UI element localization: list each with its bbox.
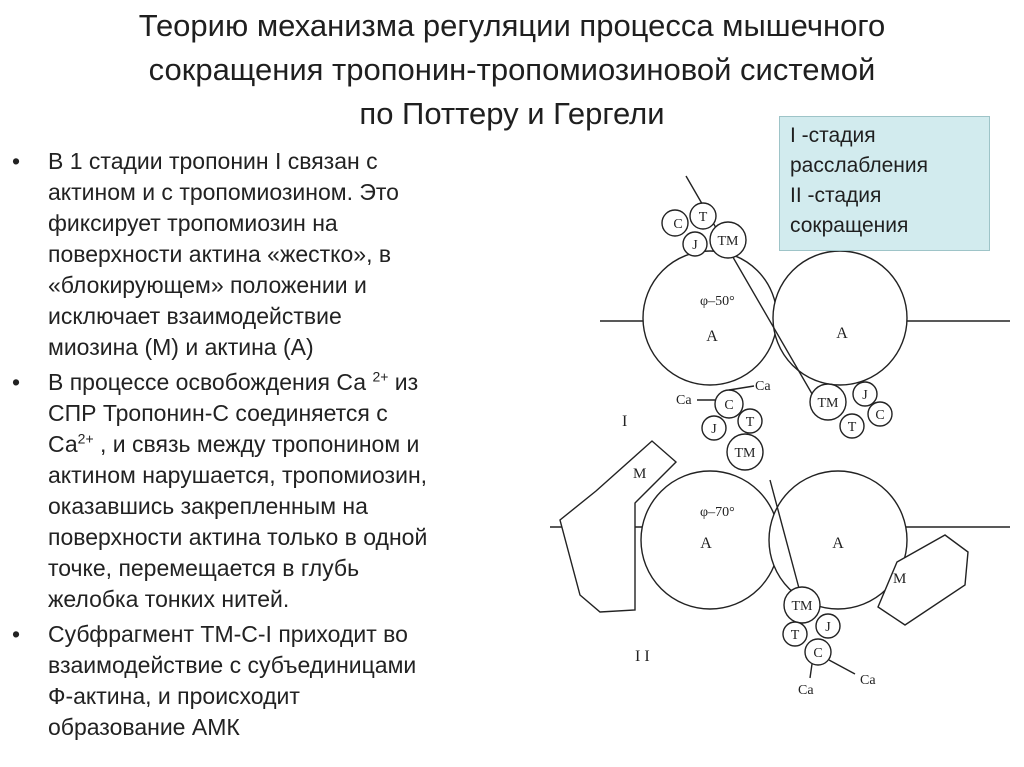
subunit-c-label: C <box>875 408 885 423</box>
bullet-2-line: актином нарушается, тропомиозин, <box>48 462 428 488</box>
superscript: 2+ <box>77 430 94 447</box>
bullet-1-line: миозина (М) и актина (А) <box>48 334 314 360</box>
subunit-j-label: J <box>825 620 831 635</box>
title-line-3: по Поттеру и Гергели <box>359 96 665 131</box>
bullet-2-line: оказавшись закрепленным на <box>48 493 368 519</box>
subunit-j-label: J <box>692 238 698 253</box>
subunit-t-label: T <box>790 628 800 643</box>
bullet-1-line: поверхности актина «жестко», в <box>48 241 392 267</box>
subunit-j-label: J <box>862 388 868 403</box>
subunit-c-label: C <box>724 398 734 413</box>
calcium-label: Ca <box>860 673 876 688</box>
actin-label: A <box>832 535 844 552</box>
bullet-3-line: взаимодействие с субъединицами <box>48 652 417 678</box>
legend-line: I -стадия <box>790 124 876 147</box>
subunit-t-label: T <box>745 415 755 430</box>
bullet-marker: • <box>12 148 21 174</box>
title-line-2: сокращения тропонин-тропомиозиновой системой <box>148 52 876 87</box>
bullet-1-line: «блокирующем» положении и <box>48 272 367 298</box>
stage-1-label: I <box>622 413 628 430</box>
subunit-tm-label: TM <box>791 599 813 614</box>
calcium-label: Ca <box>755 379 771 394</box>
myosin-label: M <box>633 466 647 482</box>
actin-circle <box>643 251 777 385</box>
bullet-2-line: желобка тонких нитей. <box>48 586 290 612</box>
bullet-1-line: В 1 стадии тропонин I связан с <box>48 148 378 174</box>
angle-label-2: φ–70° <box>700 505 735 520</box>
subunit-c-label: C <box>813 646 823 661</box>
stage-legend-box <box>779 116 990 251</box>
myosin-label: M <box>893 571 907 587</box>
bullet-1-line: фиксирует тропомиозин на <box>48 210 338 236</box>
actin-label: A <box>706 328 718 345</box>
subunit-t-label: T <box>698 210 708 225</box>
bullet-2-line: точке, перемещается в глубь <box>48 555 360 581</box>
actin-circle <box>773 251 907 385</box>
text-run: Са <box>48 431 78 457</box>
actin-label: A <box>700 535 712 552</box>
legend-line: расслабления <box>790 154 929 177</box>
bullet-marker: • <box>12 369 21 395</box>
text-run: В процессе освобождения Са <box>48 369 373 395</box>
subunit-j-label: J <box>711 422 717 437</box>
bullet-3-line: образование АМК <box>48 714 240 740</box>
text-run: из <box>388 369 419 395</box>
legend-line: сокращения <box>790 214 909 237</box>
subunit-tm-label: TM <box>734 446 756 461</box>
subunit-tm-label: TM <box>817 396 839 411</box>
actin-label: A <box>836 325 848 342</box>
superscript: 2+ <box>372 368 389 385</box>
calcium-label: Ca <box>798 683 814 698</box>
angle-label-1: φ–50° <box>700 294 735 309</box>
bullet-3-line: Ф-актина, и происходит <box>48 683 300 709</box>
bullet-2-line: СПР Тропонин-С соединяется с <box>48 400 388 426</box>
title-line-1: Теорию механизма регуляции процесса мышечного <box>138 8 886 43</box>
stage-2-label: I I <box>635 648 650 665</box>
subunit-tm-label: TM <box>717 234 739 249</box>
bullet-marker: • <box>12 621 21 647</box>
calcium-label: Ca <box>676 393 692 408</box>
legend-line: II -стадия <box>790 184 882 207</box>
subunit-c-label: C <box>673 217 683 232</box>
bullet-3-line: Субфрагмент ТМ-С-I приходит во <box>48 621 408 647</box>
bullet-2-line: поверхности актина только в одной <box>48 524 428 550</box>
bullet-1-line: исключает взаимодействие <box>48 303 342 329</box>
text-run: , и связь между тропонином и <box>93 431 420 457</box>
bullet-1-line: актином и с тропомиозином. Это <box>48 179 399 205</box>
subunit-t-label: T <box>847 420 857 435</box>
